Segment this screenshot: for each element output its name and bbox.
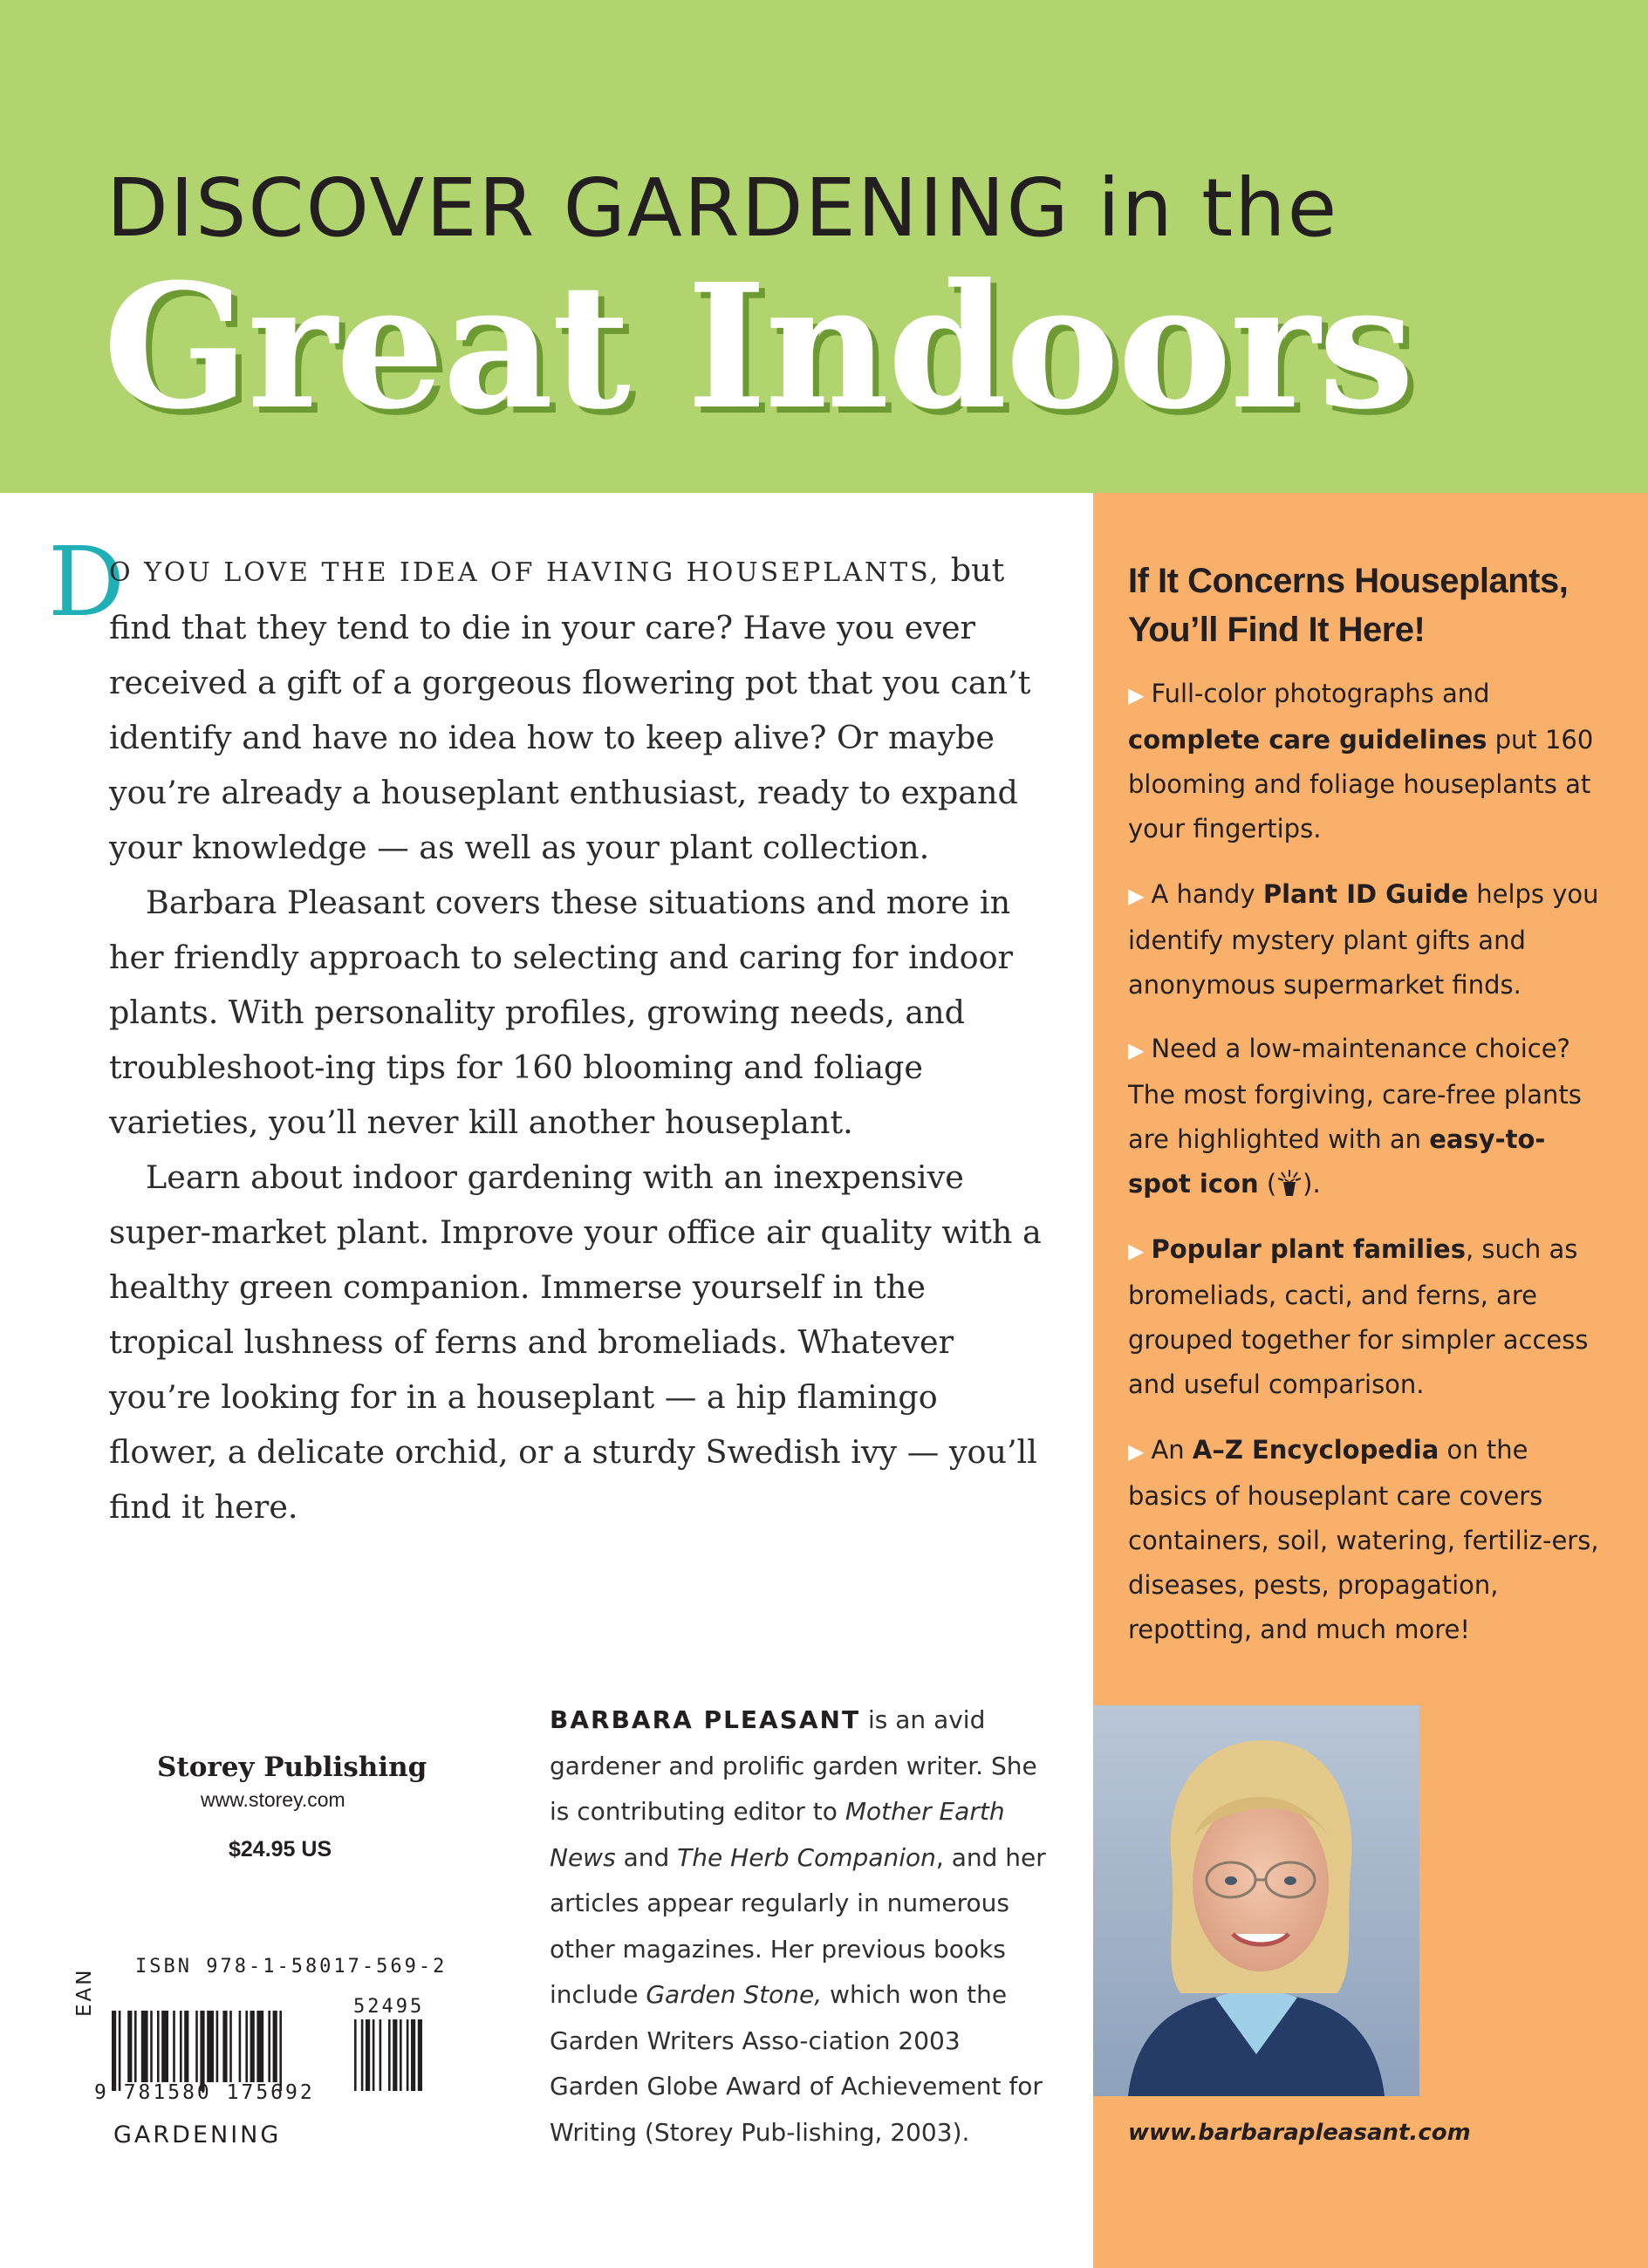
- barcode-bar: [250, 2011, 255, 2082]
- intro-lead: O YOU LOVE THE IDEA OF HAVING HOUSEPLANTS,: [109, 557, 941, 588]
- sidebar-item-bold: Plant ID Guide: [1262, 879, 1469, 909]
- barcode-bar: [195, 2011, 198, 2082]
- publisher-name: Storey Publishing: [157, 1752, 427, 1783]
- barcode-bar: [273, 2011, 277, 2082]
- barcode-bar: [157, 2011, 160, 2082]
- addon-bar: [407, 2019, 409, 2091]
- sidebar-item: [1128, 672, 1599, 851]
- addon-digits: 52495: [353, 1996, 425, 2018]
- bio-text: and: [615, 1842, 678, 1872]
- category: GARDENING: [113, 2121, 282, 2148]
- intro-paragraph-2: Barbara Pleasant covers these situations and more in her friendly approach to selecting and caring for indoor plants. With personality profiles, growing needs, and troubleshoot-ing tips for 160 blooming and foliage varieties, you’ll never kill another houseplant.: [109, 884, 1014, 1141]
- sidebar-item-text: Full-color photographs and: [1151, 679, 1490, 708]
- addon-bar: [400, 2019, 402, 2091]
- addon-bar: [388, 2019, 391, 2091]
- author-name: BARBARA PLEASANT: [550, 1705, 861, 1734]
- barcode-bar: [141, 2011, 148, 2082]
- easy-plant-icon: [1276, 1168, 1303, 1199]
- barcode-bar: [279, 2011, 282, 2091]
- sidebar-item-bold: easy-to-spot icon: [1128, 1124, 1546, 1199]
- bio-title: The Herb Companion: [677, 1842, 936, 1872]
- triangle-bullet-icon: ▶: [1128, 683, 1145, 707]
- sidebar-item-text: put 160 blooming and foliage houseplants at your fingertips.: [1128, 725, 1594, 844]
- ean-label: EAN: [73, 1967, 96, 2017]
- barcode-bar: [239, 2011, 242, 2082]
- sidebar-item-text: ).: [1303, 1169, 1321, 1199]
- publisher-url: www.storey.com: [201, 1788, 345, 1811]
- addon-bar: [354, 2019, 357, 2091]
- triangle-bullet-icon: ▶: [1128, 1038, 1145, 1062]
- barcode-bar: [161, 2011, 168, 2082]
- intro-text: but find that they tend to die in your care? Have you ever received a gift of a gorgeous flowering pot that you can’t identify and have no idea how to keep alive? Or maybe you’re already a houseplant enthusiast, ready to expand your knowledge — as well as your plant collection.: [109, 551, 1031, 866]
- sidebar-item-text: An: [1151, 1435, 1193, 1465]
- author-bio: [550, 1698, 1056, 2155]
- bio-title: Garden Stone,: [646, 1980, 823, 2009]
- bio-title: Mother Earth News: [550, 1797, 1005, 1872]
- sidebar-item-text: helps you identify mystery plant gifts and anonymous supermarket finds.: [1128, 879, 1599, 1000]
- addon-bar: [418, 2019, 422, 2091]
- bio-text: , and her articles appear regularly in numerous other magazines. Her previous books include: [550, 1842, 1046, 2009]
- barcode-bar: [173, 2011, 175, 2082]
- author-portrait: [1093, 1705, 1419, 2096]
- barcode-bar: [112, 2011, 116, 2091]
- sidebar-item: [1128, 1428, 1599, 1652]
- barcode-bar: [200, 2011, 204, 2091]
- addon-bar: [361, 2019, 364, 2091]
- barcode-digits: 9 781580 175692: [94, 2081, 315, 2104]
- sidebar-item-text: on the basics of houseplant care covers containers, soil, watering, fertiliz-ers, diseases, pests, propagation, repotting, and much more!: [1128, 1435, 1599, 1644]
- intro-body: [109, 543, 1051, 1534]
- sidebar-item-text: , such as bromeliads, cacti, and ferns, are grouped together for simpler access and useful comparison.: [1128, 1234, 1589, 1399]
- author-website: www.barbarapleasant.com: [1128, 2120, 1471, 2146]
- isbn: ISBN 978-1-58017-569-2: [135, 1956, 448, 1978]
- sidebar-item: [1128, 872, 1599, 1008]
- sidebar-heading-line-1: If It Concerns Houseplants,: [1128, 562, 1569, 600]
- addon-bar: [373, 2019, 375, 2091]
- sidebar-item: [1128, 1227, 1599, 1407]
- price: $24.95 US: [229, 1837, 332, 1862]
- sidebar-item: [1128, 1027, 1599, 1206]
- sidebar-heading: [1128, 557, 1625, 654]
- addon-bar: [366, 2019, 370, 2091]
- barcode-bar: [222, 2011, 227, 2082]
- triangle-bullet-icon: ▶: [1128, 884, 1145, 908]
- sidebar-item-text: (: [1258, 1169, 1277, 1199]
- barcode-bar: [216, 2011, 219, 2082]
- barcode-bar: [150, 2011, 153, 2082]
- sidebar-item-text: A handy: [1151, 879, 1263, 909]
- barcode-bar: [184, 2011, 188, 2082]
- bio-text: which won the Garden Writers Asso-ciation 2003 Garden Globe Award of Achievement for Writing (Storey Pub-lishing, 2003).: [550, 1980, 1043, 2147]
- barcode-bar: [256, 2011, 263, 2082]
- title-line-1: DISCOVER GARDENING in the: [106, 161, 1339, 255]
- title-line-2: Great Indoors: [103, 247, 1413, 447]
- triangle-bullet-icon: ▶: [1128, 1239, 1145, 1263]
- barcode-bar: [127, 2011, 132, 2082]
- barcode-bar: [134, 2011, 137, 2082]
- barcode-bar: [245, 2011, 248, 2082]
- sidebar-item-bold: A–Z Encyclopedia: [1192, 1435, 1439, 1465]
- addon-bar: [393, 2019, 397, 2091]
- barcode-bar: [229, 2011, 232, 2082]
- barcode-bar: [207, 2011, 214, 2082]
- triangle-bullet-icon: ▶: [1128, 1439, 1145, 1464]
- barcode-bar: [119, 2011, 121, 2091]
- barcode-bar: [180, 2011, 182, 2082]
- sidebar-item-text: Need a low-maintenance choice? The most forgiving, care-free plants are highlighted with an: [1128, 1034, 1582, 1154]
- addon-bar: [380, 2019, 382, 2091]
- barcode-bar: [268, 2011, 270, 2082]
- addon-bar: [411, 2019, 415, 2091]
- intro-paragraph-3: Learn about indoor gardening with an inexpensive super-market plant. Improve your office air quality with a healthy green companion. Immerse yourself in the tropical lushness of ferns and bromeliads. Whatever you’re looking for in a houseplant — a hip flamingo flower, a delicate orchid, or a sturdy Swedish ivy — you’ll find it here.: [109, 1158, 1042, 1526]
- sidebar-heading-line-2: You’ll Find It Here!: [1128, 611, 1426, 649]
- intro-paragraph-1: [109, 543, 1051, 875]
- drop-cap: D: [48, 526, 126, 638]
- bio-text: is an avid gardener and prolific garden writer. She is contributing editor to: [550, 1705, 1037, 1826]
- sidebar-item-bold: complete care guidelines: [1128, 725, 1487, 755]
- sidebar-item-bold: Popular plant families: [1151, 1234, 1466, 1264]
